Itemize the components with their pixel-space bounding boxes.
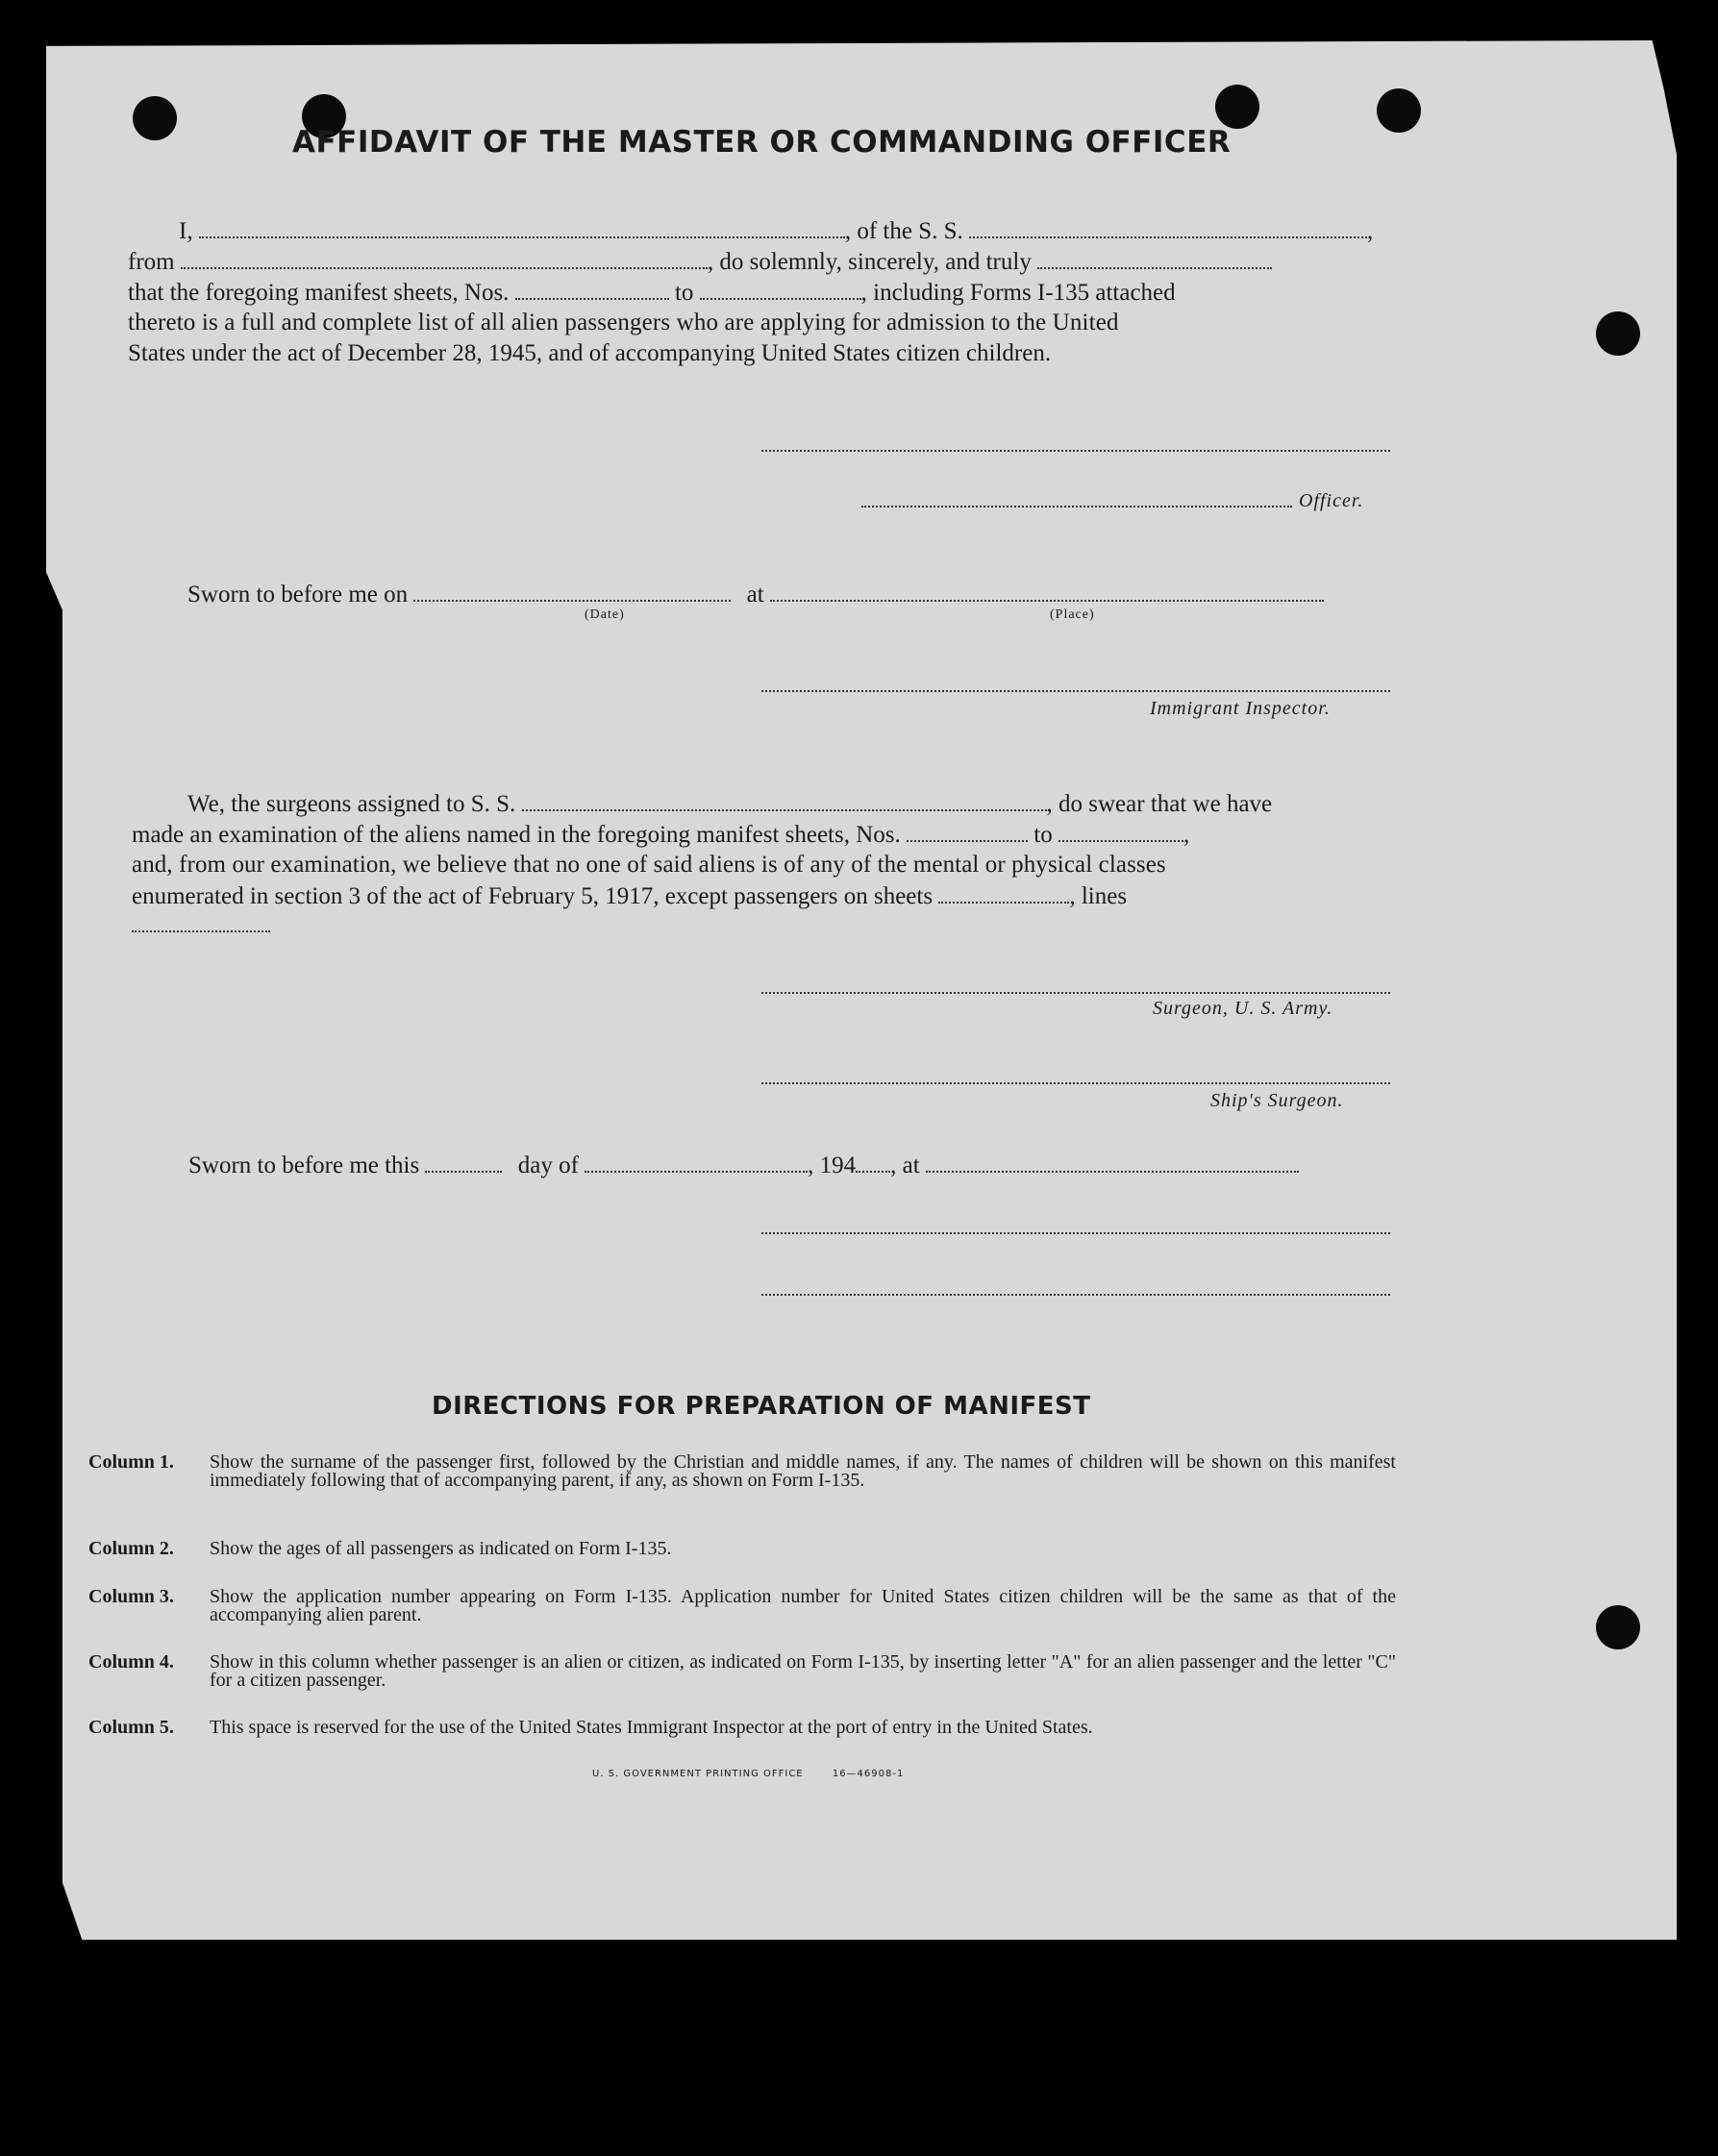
oath-field[interactable] [1037, 246, 1272, 269]
sworn-line-2: Sworn to before me this day of , 194 , at [188, 1150, 1299, 1181]
direction-column-4: Column 4. Show in this column whether passenger is an alien or citizen, as indicated on Form I-135, by inserting letter "A" for an alien passenger and the letter "C" for a citizen passenger. [88, 1651, 1396, 1691]
inspector-label: Immigrant Inspector. [1150, 698, 1331, 719]
except-lines-field[interactable] [132, 930, 270, 932]
sworn-signature-line-1[interactable] [761, 1232, 1390, 1234]
affidavit-line-2: from , do solemnly, sincerely, and truly [128, 246, 1272, 278]
ship-name-field[interactable] [969, 215, 1367, 238]
affidavit-line-1: I, , of the S. S. , [179, 215, 1373, 247]
master-name-field[interactable] [199, 215, 845, 238]
punch-hole [1377, 88, 1421, 133]
army-surgeon-signature-line[interactable] [761, 992, 1390, 994]
surgeons-line-4: enumerated in section 3 of the act of February 5, 1917, except passengers on sheets , lines [132, 880, 1127, 912]
surgeon-ship-field[interactable] [522, 788, 1047, 811]
sheet-from-field[interactable] [515, 277, 669, 300]
affidavit-line-5: States under the act of December 28, 1945, and of accompanying United States citizen children. [128, 340, 1052, 366]
officer-signature-line-2[interactable] [861, 506, 1292, 508]
ship-surgeon-label: Ship's Surgeon. [1210, 1090, 1344, 1111]
punch-hole [133, 96, 177, 140]
punch-hole [1596, 1605, 1640, 1649]
sworn-year-field[interactable] [856, 1150, 890, 1173]
surgeon-sheet-to-field[interactable] [1058, 819, 1183, 842]
punch-hole [1215, 85, 1259, 129]
surgeon-sheet-from-field[interactable] [907, 819, 1028, 842]
affidavit-title: AFFIDAVIT OF THE MASTER OR COMMANDING OFFICER [292, 125, 1232, 160]
sworn-line-1: Sworn to before me on at [187, 579, 1324, 610]
except-sheets-field[interactable] [938, 880, 1069, 904]
directions-title: DIRECTIONS FOR PREPARATION OF MANIFEST [432, 1392, 1091, 1421]
surgeons-line-1: We, the surgeons assigned to S. S. , do swear that we have [187, 788, 1272, 820]
army-surgeon-label: Surgeon, U. S. Army. [1153, 998, 1333, 1019]
affidavit-line-3: that the foregoing manifest sheets, Nos. to , including Forms I-135 attached [128, 277, 1176, 309]
sworn-location-field[interactable] [926, 1150, 1299, 1173]
sworn-signature-line-2[interactable] [761, 1294, 1390, 1296]
officer-signature-line-1[interactable] [761, 450, 1390, 452]
punch-hole [1596, 311, 1640, 356]
port-from-field[interactable] [181, 246, 708, 269]
date-caption: (Date) [585, 607, 625, 622]
sworn-place-field[interactable] [770, 579, 1324, 602]
sworn-date-field[interactable] [413, 579, 731, 602]
place-caption: (Place) [1050, 607, 1095, 622]
direction-column-3: Column 3. Show the application number appearing on Form I-135. Application number for United States citizen children will be the same as that of the accompanying alien parent. [88, 1586, 1396, 1625]
surgeons-line-2: made an examination of the aliens named in the foregoing manifest sheets, Nos. to , [132, 819, 1189, 851]
direction-column-1: Column 1. Show the surname of the passenger first, followed by the Christian and middle names, if any. The names of children will be shown on this manifest immediately following that of accompanying parent, if any, as shown on Form I-135. [88, 1451, 1396, 1491]
sheet-to-field[interactable] [700, 277, 861, 300]
ship-surgeon-signature-line[interactable] [761, 1082, 1390, 1084]
inspector-signature-line[interactable] [761, 690, 1390, 692]
sworn-month-field[interactable] [585, 1150, 808, 1173]
sworn-day-field[interactable] [425, 1150, 502, 1173]
officer-label: Officer. [1299, 490, 1364, 511]
printer-imprint: U. S. GOVERNMENT PRINTING OFFICE 16—46908-1 [592, 1769, 905, 1779]
direction-column-2: Column 2. Show the ages of all passengers as indicated on Form I-135. [88, 1538, 672, 1559]
surgeons-line-3: and, from our examination, we believe that no one of said aliens is of any of the mental or physical classes [132, 852, 1166, 878]
affidavit-line-4: thereto is a full and complete list of all alien passengers who are applying for admission to the United [128, 310, 1119, 335]
direction-column-5: Column 5. This space is reserved for the use of the United States Immigrant Inspector at the port of entry in the United States. [88, 1717, 1093, 1738]
